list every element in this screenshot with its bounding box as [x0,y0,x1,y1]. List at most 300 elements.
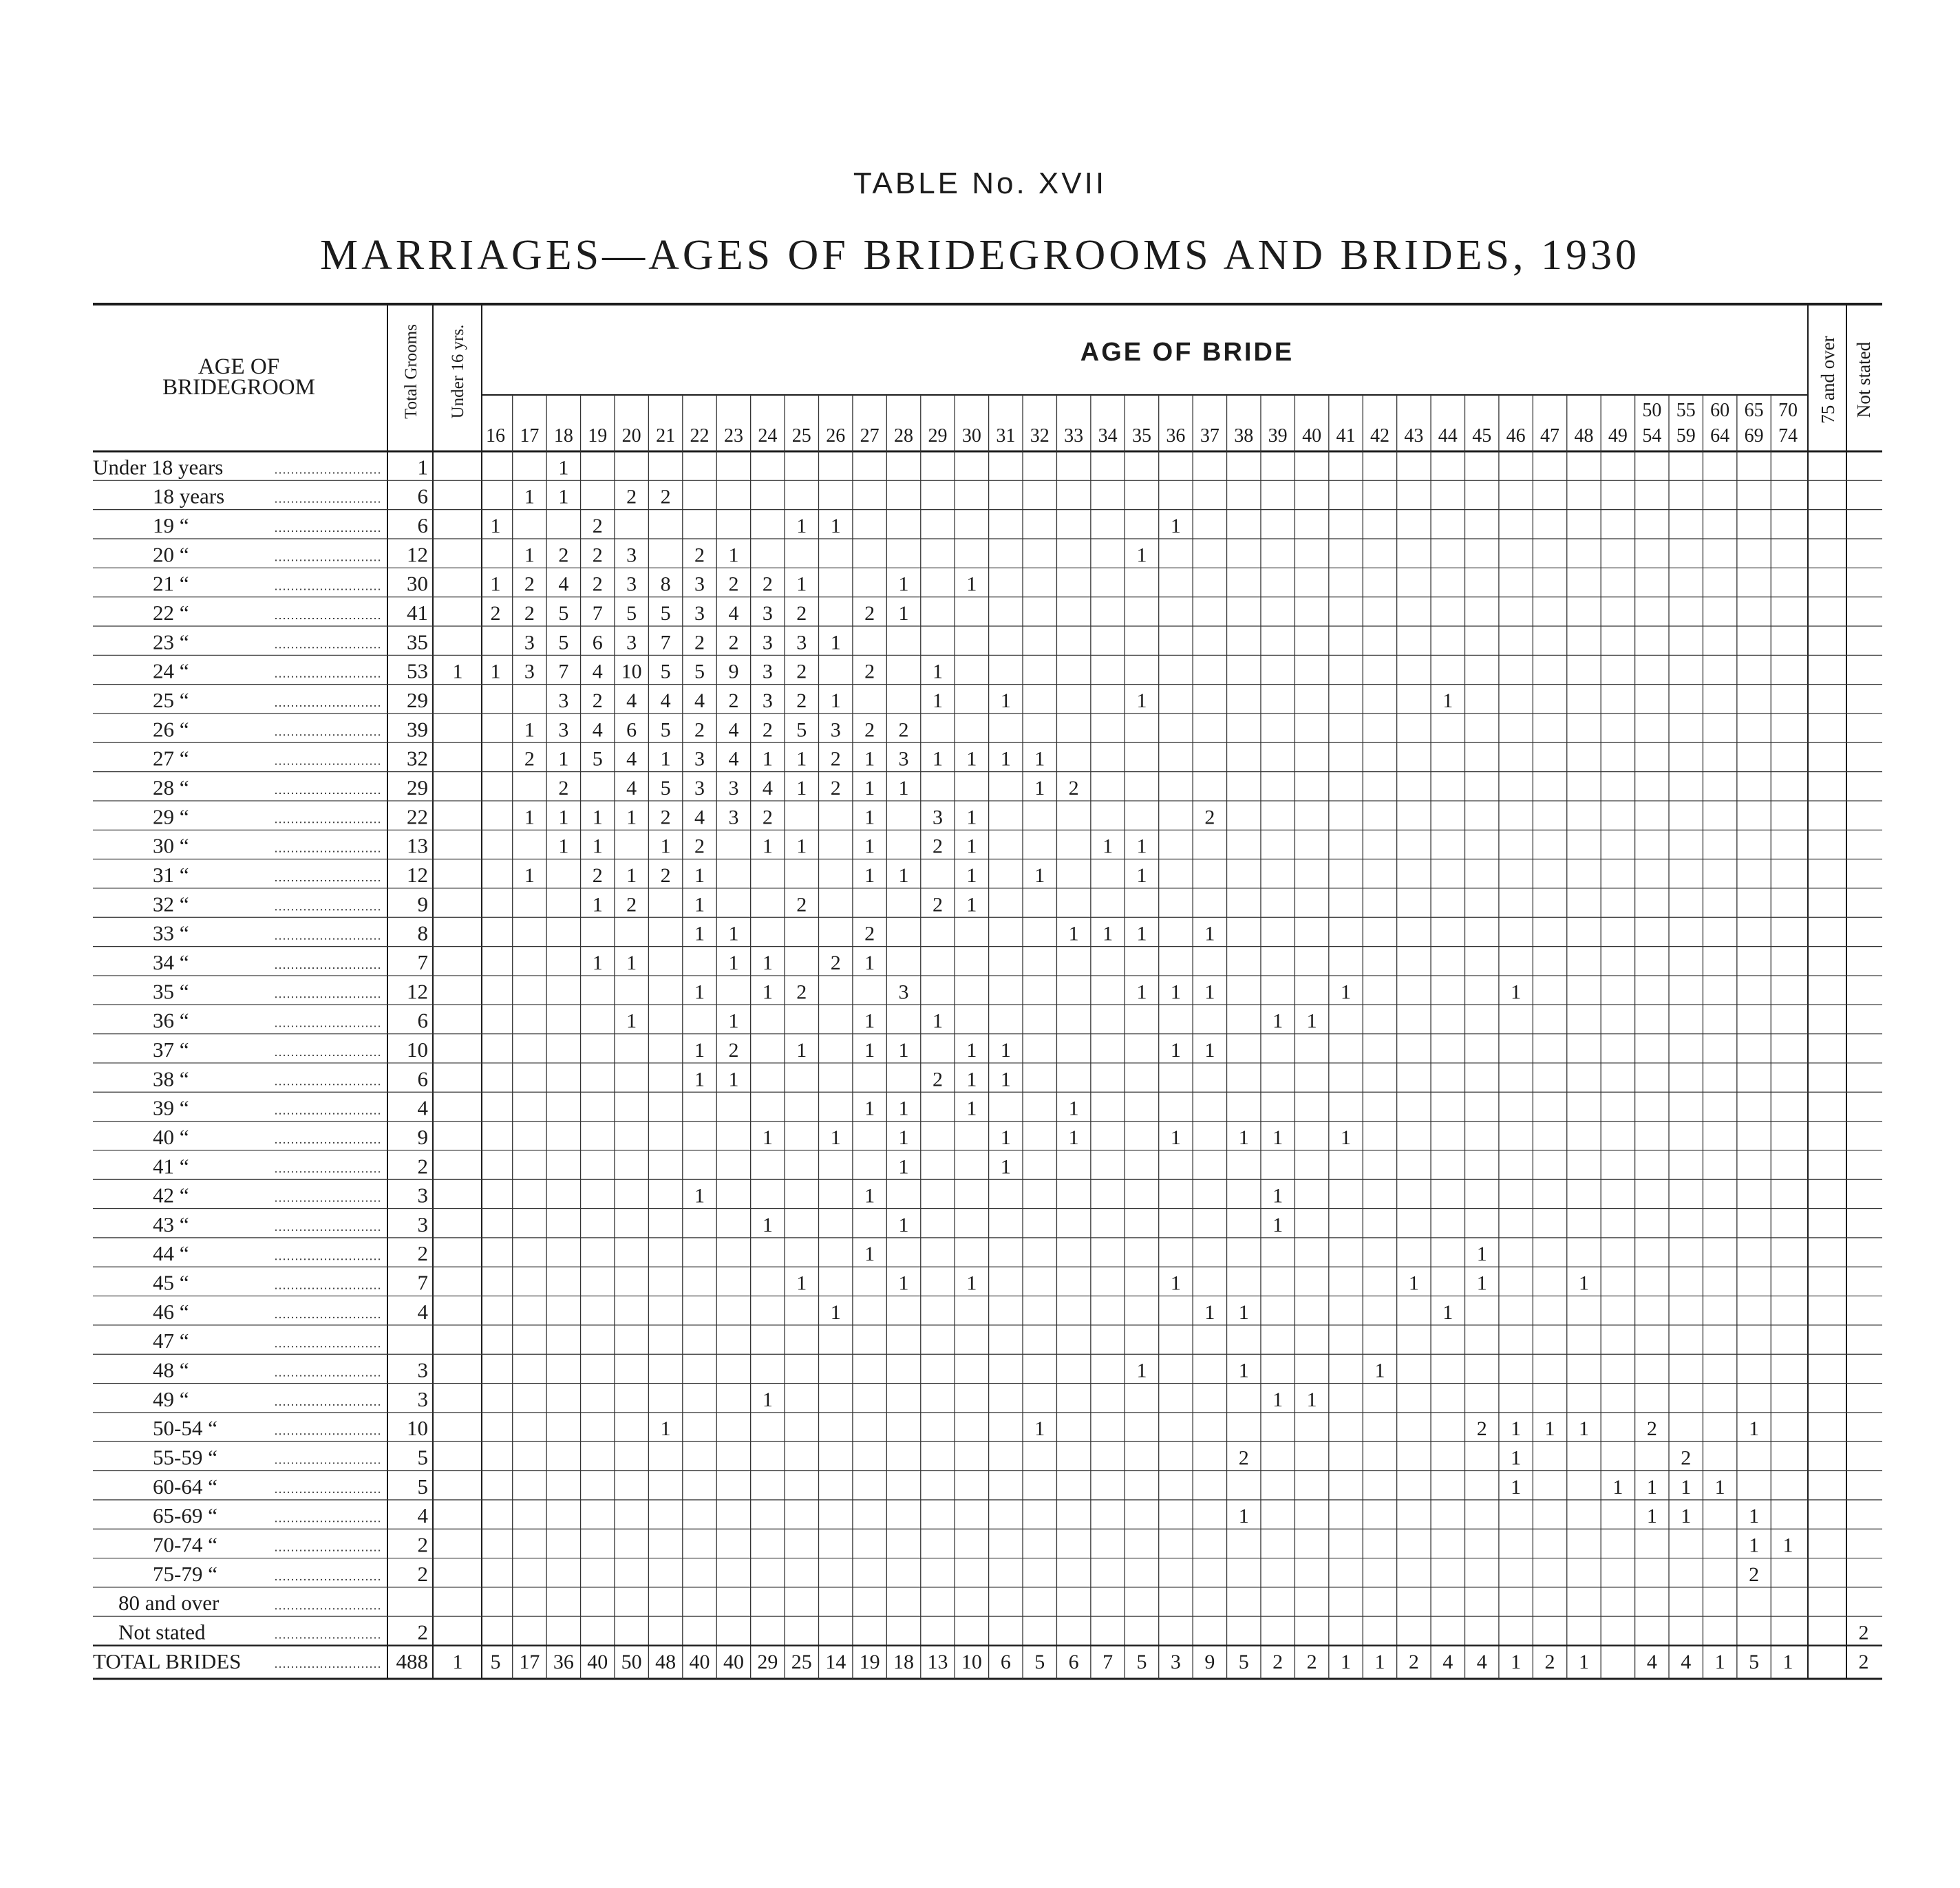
marriage-count: 2 [524,747,535,771]
bride-age-header-33: 33 [1064,425,1084,447]
marriage-count: 1 [796,747,807,771]
total-brides-value: 2 [1408,1650,1419,1673]
total-grooms-header: Total Grooms [402,324,420,419]
marriage-count: 1 [558,456,569,480]
marriage-count: 1 [762,951,773,974]
table-row [93,1616,1882,1644]
marriage-count: 1 [694,1184,705,1208]
groom-age-label: 80 and over [118,1591,220,1616]
marriage-count: 1 [898,863,909,887]
total-brides-value: 4 [1646,1650,1657,1673]
marriage-count: 2 [592,514,603,537]
marriage-count: 1 [1068,1126,1079,1149]
table-row [93,1005,1882,1032]
groom-age-label: 33 “ [153,921,189,945]
marriage-count: 1 [1511,1417,1522,1441]
bride-age-header-26: 26 [826,425,846,447]
marriage-count: 2 [592,572,603,596]
bride-age-header-42: 42 [1370,425,1389,447]
marriage-count: 1 [1136,544,1147,567]
groom-age-label: 42 “ [153,1183,189,1208]
marriage-count: 1 [898,601,909,625]
marriage-count: 2 [592,689,603,712]
marriage-count: 1 [898,1155,909,1179]
marriage-count: 2 [490,601,501,625]
marriage-count: 1 [1204,1300,1215,1324]
marriage-count: 1 [1511,980,1522,1004]
marriage-count: 1 [1714,1475,1725,1499]
age-of-bridegroom-header-line1: AGE OF [198,354,280,379]
total-grooms-value: 29 [407,775,428,800]
marriage-count: 3 [524,631,535,654]
marriage-count: 4 [728,747,739,771]
marriage-count: 1 [1238,1505,1249,1528]
groom-age-label: 19 “ [153,513,189,537]
marriage-count: 1 [830,1126,841,1149]
groom-age-label: 47 “ [153,1329,189,1353]
groom-age-label: 48 “ [153,1358,189,1382]
bride-age-header-49: 49 [1608,425,1628,447]
bride-age-header-38: 38 [1234,425,1254,447]
total-grooms-value: 2 [417,1561,428,1586]
marriage-count: 5 [796,718,807,742]
total-brides-value: 10 [961,1650,982,1673]
marriage-count: 3 [728,806,739,829]
groom-age-label: 38 “ [153,1066,189,1091]
marriage-count: 3 [762,689,773,712]
totals-row [93,1646,1882,1673]
marriage-count: 4 [626,689,637,712]
marriage-count: 1 [966,863,977,887]
marriage-count: 2 [660,806,671,829]
marriage-count: 2 [1749,1563,1760,1586]
marriage-count: 2 [1204,806,1215,829]
bride-age-header-37: 37 [1200,425,1219,447]
marriage-count: 3 [558,689,569,712]
marriage-count: 4 [592,718,603,742]
marriage-count: 1 [660,835,671,858]
marriage-count: 1 [1170,1126,1181,1149]
marriage-count: 1 [626,806,637,829]
total-brides-value: 1 [1714,1650,1725,1673]
marriage-count: 5 [660,718,671,742]
marriage-count: 5 [626,601,637,625]
marriage-count: 3 [796,631,807,654]
marriage-count: 1 [966,1272,977,1295]
marriage-count: 10 [621,660,642,683]
table-row [93,597,1882,625]
groom-age-label: 39 “ [153,1095,189,1120]
table-row [93,772,1882,800]
marriage-count: 1 [1511,1475,1522,1499]
marriage-count: 2 [830,747,841,771]
marriage-count: 1 [1204,980,1215,1004]
table-row [93,626,1882,654]
marriage-count: 1 [864,1097,875,1120]
total-grooms-value: 5 [417,1474,428,1499]
marriage-count: 2 [1476,1417,1487,1441]
marriage-count: 3 [898,980,909,1004]
table-row [93,1296,1882,1324]
bride-age-header-28: 28 [894,425,914,447]
marriage-count: 1 [762,1213,773,1236]
total-grooms-value: 2 [417,1154,428,1179]
bride-age-header-22: 22 [690,425,710,447]
marriage-count: 1 [1341,980,1352,1004]
groom-age-label: 22 “ [153,600,189,625]
marriage-count: 1 [1306,1009,1317,1033]
marriage-count: 1 [796,835,807,858]
marriage-count: 5 [592,747,603,771]
marriage-count: 1 [660,747,671,771]
total-brides-value: 18 [893,1650,915,1673]
bride-age-header-range-start: 55 [1676,400,1696,421]
marriage-count: 1 [1238,1359,1249,1382]
table-row [93,480,1882,508]
total-grooms-value: 39 [407,717,428,742]
marriage-count: 1 [1136,980,1147,1004]
age-of-bridegroom-header-line2: BRIDEGROOM [162,375,315,400]
marriage-count: 1 [626,951,637,974]
marriage-count: 1 [864,951,875,974]
marriage-count: 1 [864,1038,875,1062]
marriage-count: 1 [1306,1388,1317,1411]
marriage-count: 9 [728,660,739,683]
marriage-count: 3 [694,776,705,800]
table-row [93,976,1882,1003]
groom-age-label: 25 “ [153,687,189,712]
table-row [93,859,1882,887]
groom-age-label: 75-79 “ [153,1561,217,1586]
marriage-count: 1 [1646,1475,1657,1499]
marriage-count: 1 [932,747,943,771]
total-brides-value: 2 [1306,1650,1317,1673]
marriage-count: 1 [728,951,739,974]
marriage-count: 3 [694,601,705,625]
marriage-count: 2 [932,1068,943,1091]
marriage-count: 1 [1000,1126,1011,1149]
marriage-count: 1 [932,689,943,712]
total-brides-value: 4 [1681,1650,1692,1673]
table-row [93,685,1882,712]
marriage-count: 1 [796,1038,807,1062]
marriage-count: 4 [762,776,773,800]
total-brides-value: 13 [927,1650,948,1673]
groom-age-label: 18 years [153,484,225,508]
marriage-count: 1 [1578,1272,1589,1295]
marriage-count: 2 [694,835,705,858]
table-row [93,947,1882,974]
marriage-count: 2 [660,485,671,508]
marriage-count: 2 [796,601,807,625]
bride-age-header-range-start: 60 [1710,400,1730,421]
marriage-count: 3 [558,718,569,742]
marriage-count: 2 [1238,1446,1249,1470]
table-row [93,1267,1882,1294]
marriage-count: 1 [1068,1097,1079,1120]
total-brides-value: 5 [1034,1650,1045,1673]
marriage-count: 1 [966,1038,977,1062]
bride-age-header-44: 44 [1438,425,1458,447]
marriage-count: 1 [898,1097,909,1120]
marriage-count: 1 [728,1009,739,1033]
groom-age-label: 43 “ [153,1212,189,1236]
marriage-count: 3 [626,544,637,567]
marriage-count: 2 [898,718,909,742]
total-grooms-value: 6 [417,1008,428,1033]
groom-age-label: 50-54 “ [153,1416,217,1441]
marriage-count: 3 [762,660,773,683]
marriage-count: 2 [694,718,705,742]
total-brides-value: 25 [791,1650,812,1673]
marriage-count: 4 [660,689,671,712]
marriage-count: 3 [762,631,773,654]
marriage-count: 1 [1476,1272,1487,1295]
table-row [93,510,1882,537]
marriage-count: 2 [1858,1621,1869,1644]
bride-age-header-18: 18 [553,425,573,447]
marriage-count: 1 [864,747,875,771]
groom-age-label: 34 “ [153,950,189,974]
table-row [93,1092,1882,1119]
groom-age-label: 26 “ [153,717,189,742]
groom-age-label: 49 “ [153,1386,189,1411]
groom-age-label: 32 “ [153,892,189,916]
marriage-count: 1 [762,1126,773,1149]
total-grooms-value: 2 [417,1620,428,1644]
table-row [93,655,1882,683]
groom-age-label: 20 “ [153,542,189,567]
groom-age-label: 45 “ [153,1270,189,1295]
seventy-five-and-over-header: 75 and over [1818,336,1838,424]
marriage-count: 2 [558,544,569,567]
marriage-count: 1 [1749,1417,1760,1441]
table-row [93,1441,1882,1469]
table-row [93,539,1882,566]
marriage-count: 1 [762,747,773,771]
marriage-count: 1 [1681,1475,1692,1499]
marriage-count: 1 [1408,1272,1419,1295]
total-grooms-value: 3 [417,1386,428,1411]
bride-age-header-39: 39 [1268,425,1288,447]
marriage-count: 1 [1000,1038,1011,1062]
marriage-count: 2 [762,806,773,829]
marriage-count: 1 [592,951,603,974]
marriage-count: 1 [452,660,463,683]
bride-age-header-47: 47 [1540,425,1560,447]
groom-age-label: 31 “ [153,862,189,887]
marriage-count: 1 [762,835,773,858]
total-grooms-value: 41 [407,600,428,625]
total-brides-value: 29 [757,1650,778,1673]
marriage-count: 2 [592,863,603,887]
bride-age-header-41: 41 [1336,425,1356,447]
marriage-count: 7 [592,601,603,625]
marriage-count: 1 [1000,747,1011,771]
bride-age-header-31: 31 [996,425,1016,447]
table-row [93,455,568,479]
total-brides-value: 3 [1170,1650,1181,1673]
marriage-count: 1 [898,1213,909,1236]
marriage-count: 1 [1544,1417,1555,1441]
groom-age-label: 29 “ [153,804,189,829]
table-row [93,1384,1882,1411]
marriage-count: 1 [1102,922,1114,945]
marriage-count: 6 [592,631,603,654]
marriage-count: 1 [660,1417,671,1441]
table-row [93,917,1882,945]
marriage-count: 1 [558,835,569,858]
marriage-count: 1 [1204,922,1215,945]
total-grooms-value: 32 [407,746,428,771]
table-row [93,1122,1882,1149]
marriage-count: 5 [694,660,705,683]
marriage-count: 1 [490,572,501,596]
marriage-count: 1 [1000,1068,1011,1091]
under-16-header: Under 16 yrs. [449,324,467,419]
marriage-count: 2 [830,951,841,974]
marriage-count: 1 [898,1126,909,1149]
total-grooms-value: 12 [407,542,428,567]
marriage-count: 1 [694,1038,705,1062]
total-grooms-value: 3 [417,1183,428,1208]
table-row [93,1413,1882,1440]
groom-age-label: Not stated [118,1620,206,1644]
marriage-count: 1 [728,1068,739,1091]
table-row [93,1209,1882,1236]
groom-age-label: TOTAL BRIDES [93,1649,242,1673]
bride-age-header-range-end: 64 [1710,425,1730,447]
total-grooms-value: 12 [407,862,428,887]
marriage-count: 1 [1170,1038,1181,1062]
marriage-count: 6 [626,718,637,742]
bride-age-header-35: 35 [1132,425,1151,447]
bride-age-header-21: 21 [656,425,676,447]
total-grooms-value: 53 [407,658,428,683]
marriage-count: 1 [966,1068,977,1091]
total-brides-value: 48 [655,1650,677,1673]
marriage-count: 1 [1204,1038,1215,1062]
marriage-count: 2 [592,544,603,567]
marriage-count: 1 [1136,922,1147,945]
groom-age-label: 28 “ [153,775,189,800]
total-grooms-value: 6 [417,513,428,537]
marriage-count: 1 [796,1272,807,1295]
marriage-count: 1 [864,863,875,887]
marriage-count: 1 [1238,1126,1249,1149]
bride-age-header-range-end: 54 [1642,425,1662,447]
groom-age-label: 60-64 “ [153,1474,217,1499]
total-grooms-value: 4 [417,1503,428,1528]
marriage-count: 1 [592,806,603,829]
total-grooms-value: 13 [407,833,428,858]
marriage-count: 1 [728,922,739,945]
bride-age-header-40: 40 [1302,425,1322,447]
marriage-count: 1 [898,1272,909,1295]
marriage-count: 4 [694,689,705,712]
marriage-count: 1 [490,514,501,537]
groom-age-label: 30 “ [153,833,189,858]
marriage-count: 1 [864,835,875,858]
total-grooms-value: 12 [407,979,428,1004]
marriage-count: 1 [864,1009,875,1033]
marriage-count: 2 [932,835,943,858]
marriage-count: 1 [1238,1300,1249,1324]
table-row [93,742,1882,770]
table-row [93,830,1882,857]
marriage-count: 2 [728,631,739,654]
total-brides-value: 2 [1272,1650,1283,1673]
table-row [93,714,1882,741]
marriage-count: 1 [830,514,841,537]
marriage-count: 1 [694,922,705,945]
table-row [93,568,1882,595]
marriage-count: 1 [1136,863,1147,887]
total-brides-value: 5 [1749,1650,1760,1673]
marriage-count: 1 [694,1068,705,1091]
marriage-count: 1 [1170,514,1181,537]
marriage-count: 5 [660,601,671,625]
marriage-count: 1 [728,544,739,567]
marriage-count: 1 [1476,1243,1487,1266]
marriage-count: 2 [1646,1417,1657,1441]
marriage-count: 1 [1170,980,1181,1004]
total-grooms-value: 5 [417,1445,428,1470]
marriage-count: 3 [694,572,705,596]
marriage-count: 1 [524,718,535,742]
marriage-count: 1 [1000,689,1011,712]
total-brides-value: 14 [825,1650,846,1673]
marriage-count: 1 [1272,1184,1283,1208]
marriage-count: 1 [1272,1126,1283,1149]
marriage-count: 5 [660,660,671,683]
marriage-count: 3 [626,572,637,596]
total-brides-value: 1 [1341,1650,1352,1673]
table-row [93,801,1882,828]
marriage-count: 1 [1749,1534,1760,1557]
marriage-count: 1 [966,893,977,916]
marriage-count: 1 [762,1388,773,1411]
total-grooms-value: 8 [417,921,428,945]
total-brides-value: 40 [689,1650,710,1673]
marriage-count: 1 [796,776,807,800]
marriage-count: 4 [626,776,637,800]
marriage-count: 1 [830,631,841,654]
total-grooms-value: 6 [417,484,428,508]
total-grooms-value: 9 [417,892,428,916]
marriage-count: 3 [830,718,841,742]
marriage-count: 1 [796,514,807,537]
marriage-count: 1 [796,572,807,596]
bride-age-header-25: 25 [791,425,811,447]
marriage-count: 3 [898,747,909,771]
marriage-count: 1 [1000,1155,1011,1179]
table-row [93,1063,1882,1091]
marriage-count: 2 [694,631,705,654]
groom-age-label: 65-69 “ [153,1503,217,1528]
total-grooms-value: 488 [396,1649,428,1673]
marriage-count: 2 [1068,776,1079,800]
marriage-count: 1 [898,776,909,800]
bride-age-header-27: 27 [860,425,880,447]
total-grooms-value: 6 [417,1066,428,1091]
total-brides-value: 17 [519,1650,540,1673]
marriage-count: 1 [1374,1359,1385,1382]
not-stated-header: Not stated [1853,341,1874,418]
table-title: MARRIAGES—AGES OF BRIDEGROOMS AND BRIDES, 1930 [320,232,1640,279]
total-brides-value: 40 [587,1650,608,1673]
marriage-count: 2 [524,601,535,625]
